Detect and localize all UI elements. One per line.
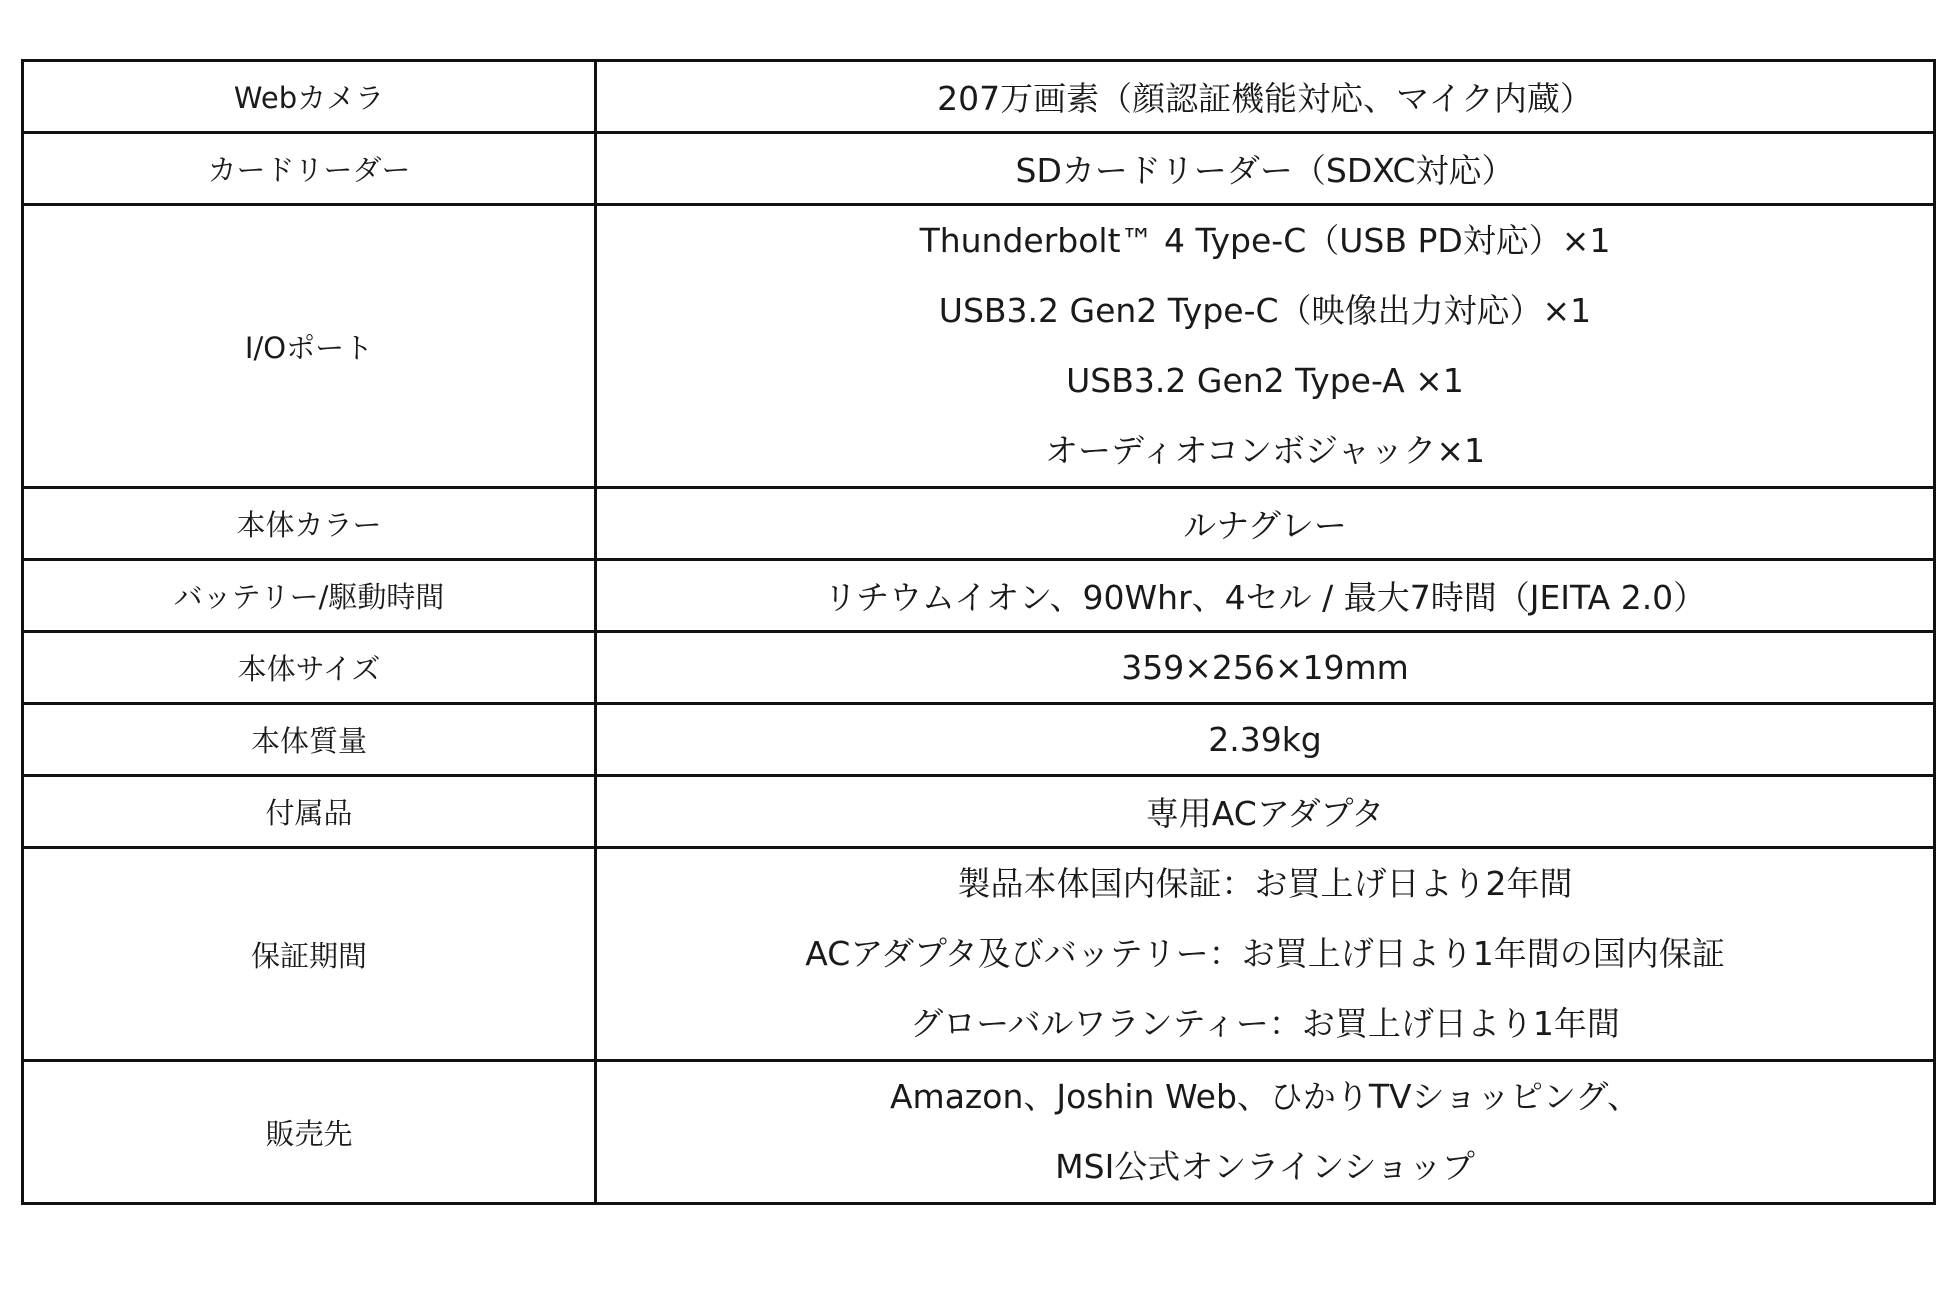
- spec-value-line: 専用ACアダプタ: [1145, 794, 1385, 833]
- spec-value-line: 359×256×19mm: [1121, 648, 1409, 687]
- spec-label: 付属品: [23, 776, 596, 848]
- spec-value: [596, 1061, 1935, 1204]
- spec-value: [596, 133, 1935, 205]
- spec-row-color: [23, 488, 1935, 560]
- spec-row-sellers: [23, 1061, 1935, 1204]
- spec-row-warranty: [23, 848, 1935, 1061]
- spec-value-line: Thunderbolt™ 4 Type-C（USB PD対応）×1: [919, 221, 1611, 260]
- spec-value: [596, 61, 1935, 133]
- spec-row-size: [23, 632, 1935, 704]
- spec-row-card-reader: [23, 133, 1935, 205]
- spec-value-line: オーディオコンボジャック×1: [1044, 431, 1486, 470]
- spec-value: [596, 205, 1935, 488]
- spec-label: 本体サイズ: [23, 632, 596, 704]
- spec-row-accessories: [23, 776, 1935, 848]
- spec-value: [596, 632, 1935, 704]
- spec-row-io-ports: [23, 205, 1935, 488]
- spec-value: [596, 848, 1935, 1061]
- spec-label: 本体カラー: [23, 488, 596, 560]
- spec-value: [596, 488, 1935, 560]
- spec-value-line: USB3.2 Gen2 Type-C（映像出力対応）×1: [938, 291, 1592, 330]
- spec-value-line: Amazon、Joshin Web、ひかりTVショッピング、: [889, 1077, 1640, 1116]
- spec-value: [596, 704, 1935, 776]
- spec-value-line: USB3.2 Gen2 Type-A ×1: [1066, 361, 1464, 400]
- spec-label: 保証期間: [23, 848, 596, 1061]
- spec-value-line: 207万画素（顔認証機能対応、マイク内蔵）: [937, 79, 1593, 118]
- spec-value-line: ACアダプタ及びバッテリー：お買上げ日より1年間の国内保証: [805, 934, 1725, 973]
- spec-value-line: リチウムイオン、90Whr、4セル / 最大7時間（JEITA 2.0）: [823, 578, 1707, 617]
- spec-label: カードリーダー: [23, 133, 596, 205]
- spec-value-line: 2.39kg: [1208, 720, 1322, 759]
- spec-value-line: SDカードリーダー（SDXC対応）: [1015, 151, 1515, 190]
- spec-label: 販売先: [23, 1061, 596, 1204]
- spec-row-weight: [23, 704, 1935, 776]
- spec-value-line: MSI公式オンラインショップ: [1055, 1147, 1475, 1186]
- spec-row-webcam: [23, 61, 1935, 133]
- spec-value: [596, 560, 1935, 632]
- spec-label: 本体質量: [23, 704, 596, 776]
- spec-row-battery: [23, 560, 1935, 632]
- spec-label: バッテリー/駆動時間: [23, 560, 596, 632]
- spec-table: [21, 59, 1936, 1205]
- spec-value-line: グローバルワランティー：お買上げ日より1年間: [910, 1004, 1620, 1043]
- spec-value-line: ルナグレー: [1183, 506, 1347, 545]
- spec-value: [596, 776, 1935, 848]
- spec-label: Webカメラ: [23, 61, 596, 133]
- spec-label: I/Oポート: [23, 205, 596, 488]
- spec-value-line: 製品本体国内保証：お買上げ日より2年間: [957, 864, 1573, 903]
